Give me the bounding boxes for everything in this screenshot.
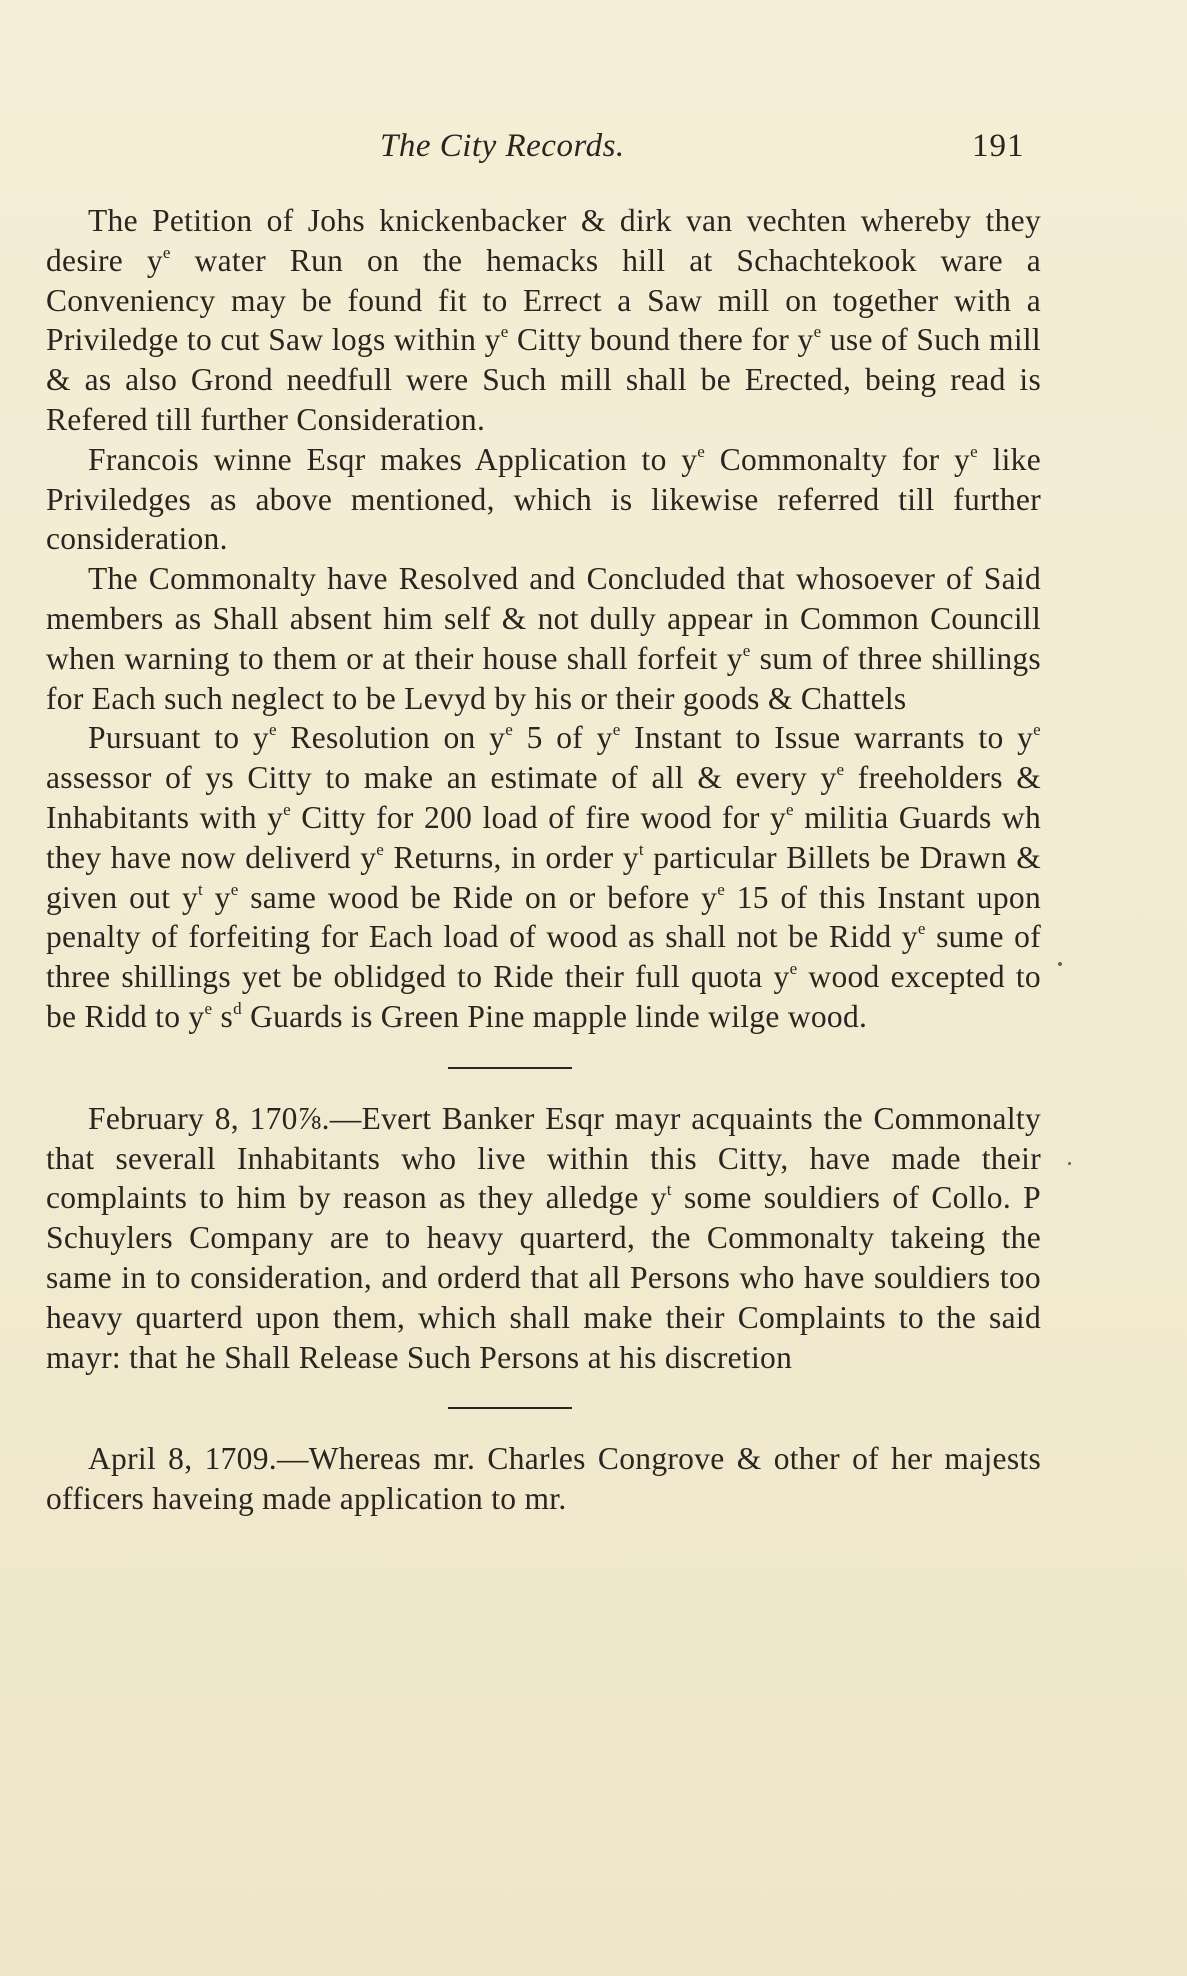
entry-april-8 (46, 1439, 1041, 1519)
superscript-abbrev: e (268, 720, 277, 740)
text-run: Pursuant to y (88, 720, 269, 756)
superscript-abbrev: e (230, 879, 239, 899)
running-head (0, 128, 1187, 172)
superscript-abbrev: e (970, 441, 978, 461)
text-run: 5 of y (513, 720, 613, 756)
text-run: Francois winne Esqr makes Application to y (88, 441, 698, 477)
text-run: 15 of this Instant upon penalty of forfeiting for Each load of wood as shall not be Ridd y (46, 879, 1041, 955)
text-run: some souldiers of Collo. P Schuylers Company are to heavy quarterd, the Commonalty takeing the same in to consideration, and orderd that all Persons who have souldiers too heavy quarterd upon them, which shall make their Complaints to the said mayr: that he Shall Release Such Persons at his discretion (46, 1180, 1041, 1375)
superscript-abbrev: e (204, 998, 213, 1018)
text-run: sum of three shillings for Each such neglect to be Levyd by his or their goods & Chattels (46, 640, 1041, 716)
paragraph-february-8 (46, 1099, 1041, 1378)
superscript-abbrev: e (612, 720, 621, 740)
superscript-abbrev: e (917, 919, 926, 939)
superscript-abbrev: e (162, 242, 171, 262)
text-run: The Commonalty have Resolved and Concluded that whosoever of Said members as Shall absent him self & not dully appear in Common Councill when warning to them or at their house shall forfeit y (46, 561, 1041, 676)
superscript-abbrev: e (697, 441, 706, 461)
ink-speck (1068, 1162, 1071, 1165)
superscript-abbrev: e (786, 799, 794, 819)
page-number: 191 (972, 128, 1025, 164)
ink-speck (1058, 962, 1062, 966)
text-run: Resolution on y (276, 720, 506, 756)
superscript-abbrev: e (836, 760, 845, 780)
text-run: wood excepted to be Ridd to y (46, 959, 1041, 1034)
text-run: same wood be Ride on or before y (238, 879, 718, 915)
superscript-abbrev: d (233, 998, 242, 1018)
text-run: February 8, 170⅞.—Evert Banker Esqr mayr acquaints the Commonalty that severall Inhabitants who live within this Citty, have made their complaints to him by reason as they alledge y (46, 1100, 1041, 1216)
text-run: particular Billets be Drawn & given out y (46, 839, 1041, 915)
superscript-abbrev: e (742, 640, 751, 660)
paragraph-april-8 (46, 1439, 1041, 1519)
running-title: The City Records. (380, 128, 625, 164)
text-run: Guards is Green Pine mapple linde wilge wood. (241, 998, 868, 1034)
text-run: militia Guards wh they have now deliverd y (46, 799, 1042, 875)
superscript-abbrev: e (813, 322, 822, 342)
superscript-abbrev: t (666, 1180, 672, 1200)
page-body (46, 201, 1041, 1519)
text-run: use of Such mill & as also Grond needfull were Such mill shall be Erected, being read is Refered till further Consideration. (46, 322, 1041, 437)
paragraph-absence-resolution (46, 559, 1041, 718)
text-run: y (203, 879, 231, 915)
text-run: water Run on the hemacks hill at Schachtekook ware a Conveniency may be found fit to Errect a Saw mill on together with a Priviledge to cut Saw logs within y (46, 242, 1041, 358)
text-run: April 8, 1709.—Whereas mr. Charles Congrove & other of her majests officers haveing made application to mr. (46, 1441, 1041, 1517)
superscript-abbrev: e (505, 720, 514, 740)
entry-february-8 (46, 1099, 1041, 1378)
superscript-abbrev: t (638, 839, 644, 859)
text-run: Citty for 200 load of fire wood for y (290, 799, 787, 835)
text-run: s (212, 998, 234, 1034)
superscript-abbrev: e (1033, 720, 1042, 740)
text-run: The Petition of Johs knickenbacker & dirk van vechten whereby they desire y (46, 203, 1041, 278)
text-run: Instant to Issue warrants to y (620, 720, 1034, 756)
section-divider (448, 1407, 572, 1409)
text-run: Citty bound there for y (508, 322, 814, 358)
text-run: freeholders & Inhabitants with y (46, 760, 1042, 835)
paragraph-winne-application (46, 440, 1041, 559)
text-run: Commonalty for y (705, 441, 971, 477)
superscript-abbrev: e (376, 839, 385, 859)
text-run: Returns, in order y (384, 839, 639, 875)
text-run: sume of three shillings yet be oblidged to Ride their full quota y (46, 919, 1041, 995)
superscript-abbrev: e (283, 799, 291, 819)
superscript-abbrev: e (789, 959, 798, 979)
text-run: assessor of ys Citty to make an estimate of all & every y (46, 760, 837, 796)
superscript-abbrev: e (500, 322, 509, 342)
entry-meeting-continued (46, 201, 1041, 1037)
superscript-abbrev: t (198, 879, 204, 899)
paragraph-petition (46, 201, 1041, 440)
paragraph-firewood-warrants (46, 718, 1041, 1036)
text-run: like Priviledges as above mentioned, which is likewise referred till further consideration. (46, 441, 1041, 557)
superscript-abbrev: e (717, 879, 726, 899)
section-divider (448, 1067, 572, 1069)
